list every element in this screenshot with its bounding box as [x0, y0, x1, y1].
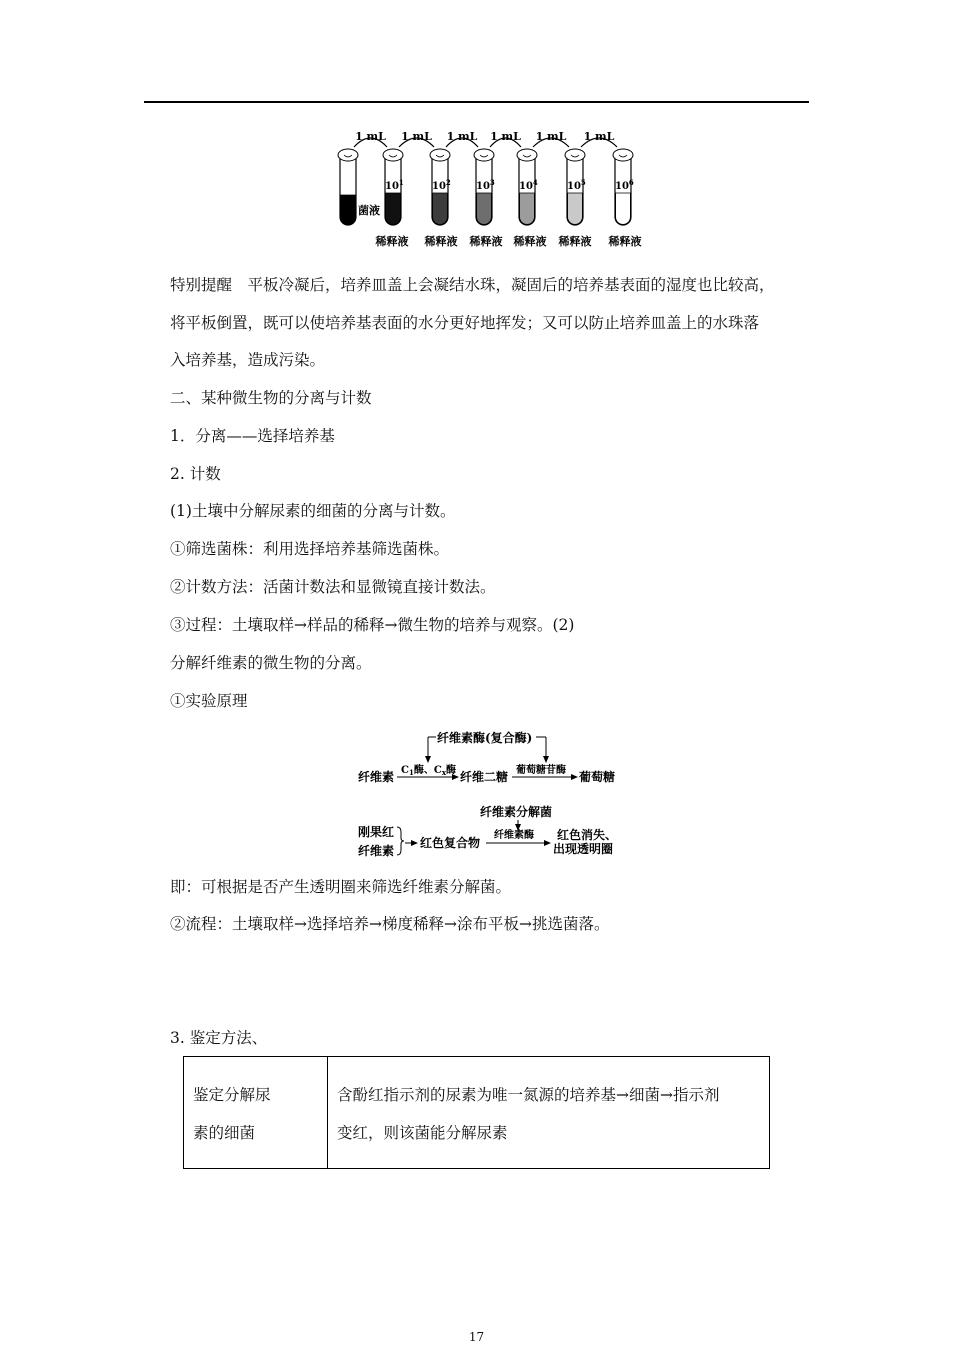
cotton-plug: [565, 149, 585, 161]
table-right-line-1: 含酚红指示剂的尿素为唯一氮源的培养基→细菌→指示剂: [337, 1086, 720, 1104]
cellulase-label: 纤维素酶: [494, 830, 534, 841]
transfer-label: 1 mL: [535, 130, 567, 143]
congo-red-label: 刚果红: [358, 825, 395, 839]
dilution-factor-label: $10^1$: [385, 178, 404, 192]
principle-figure: [350, 726, 630, 861]
transfer-label: 1 mL: [490, 130, 521, 143]
c1-cx-enzyme-label: $C_1$酶、$C_x$酶: [401, 765, 456, 777]
item-3: 3. 鉴定方法、: [170, 1029, 268, 1047]
table-left-line-2: 素的细菌: [193, 1124, 256, 1142]
cellulose-2-label: 纤维素: [358, 844, 395, 858]
item-1: 1．分离——选择培养基: [170, 427, 335, 445]
tube-liquid: [433, 193, 448, 224]
principle-heading: ①实验原理: [170, 692, 248, 710]
header-rule: [144, 101, 809, 103]
cotton-plug: [383, 149, 403, 161]
table-right-line-2: 变红，则该菌能分解尿素: [337, 1124, 508, 1142]
tube-liquid: [386, 193, 401, 224]
tip-line-3: 入培养基，造成污染。: [170, 351, 326, 369]
transfer-label: 1 mL: [355, 130, 386, 143]
dilution-tubes: [338, 130, 642, 248]
diluent-label: 稀释液: [469, 235, 503, 248]
item-2: 2. 计数: [170, 465, 221, 483]
transfer-label: 1 mL: [583, 130, 615, 143]
conclusion-line: 即：可根据是否产生透明圈来筛选纤维素分解菌。: [170, 878, 512, 896]
table-left-cell: [184, 1057, 328, 1168]
sub-item-2: 分解纤维素的微生物的分离。: [170, 654, 372, 672]
sub-item-1: (1)土壤中分解尿素的细菌的分离与计数。: [170, 502, 456, 520]
dilution-factor-label: $10^6$: [615, 178, 634, 192]
page-number: 17: [468, 1330, 485, 1344]
tube-liquid: [341, 195, 356, 224]
tip-line-1: 特别提醒 平板冷凝后，培养皿盖上会凝结水珠，凝固后的培养基表面的湿度也比较高，: [170, 276, 775, 294]
tube-liquid: [568, 193, 583, 224]
cellulose-label: 纤维素: [358, 770, 395, 784]
section-heading-2: 二、某种微生物的分离与计数: [170, 389, 372, 407]
cellobiose-label: 纤维二糖: [460, 770, 509, 784]
diluent-label: 稀释液: [558, 235, 592, 248]
flow-line: ②流程：土壤取样→选择培养→梯度稀释→涂布平板→挑选菌落。: [170, 915, 610, 933]
circled-item-2: ②计数方法：活菌计数法和显微镜直接计数法。: [170, 578, 496, 596]
cotton-plug: [338, 149, 358, 161]
enzyme-complex-label: 纤维素酶(复合酶): [437, 731, 533, 745]
glucosidase-label: 葡萄糖苷酶: [516, 765, 566, 776]
stock-solution-label: 菌液: [358, 204, 380, 217]
diluent-label: 稀释液: [608, 235, 642, 248]
dilution-factor-label: $10^4$: [519, 178, 538, 192]
result-line-2: 出现透明圈: [553, 842, 614, 856]
result-line-1: 红色消失、: [557, 828, 618, 842]
table-left-line-1: 鉴定分解尿: [193, 1086, 271, 1104]
cotton-plug: [517, 149, 537, 161]
decomposer-label: 纤维素分解菌: [480, 805, 553, 819]
transfer-label: 1 mL: [401, 130, 432, 143]
dilution-factor-label: $10^3$: [476, 178, 495, 192]
cotton-plug: [613, 149, 633, 161]
tube-liquid: [477, 193, 492, 224]
diluent-label: 稀释液: [513, 235, 547, 248]
tip-line-2: 将平板倒置，既可以使培养基表面的水分更好地挥发；又可以防止培养皿盖上的水珠落: [170, 314, 760, 332]
tube-liquid: [520, 193, 535, 224]
identification-table: [183, 1056, 770, 1169]
glucose-label: 葡萄糖: [579, 770, 616, 784]
serial-dilution-figure: [330, 125, 660, 253]
dilution-factor-label: $10^2$: [432, 178, 451, 192]
diluent-label: 稀释液: [375, 235, 409, 248]
dilution-factor-label: $10^5$: [567, 178, 586, 192]
diluent-label: 稀释液: [424, 235, 458, 248]
transfer-label: 1 mL: [446, 130, 478, 143]
red-complex-label: 红色复合物: [420, 836, 481, 850]
circled-item-3: ③过程：土壤取样→样品的稀释→微生物的培养与观察。(2): [170, 616, 575, 634]
circled-item-1: ①筛选菌株：利用选择培养基筛选菌株。: [170, 540, 450, 558]
cotton-plug: [474, 149, 494, 161]
tube-liquid: [616, 193, 631, 224]
cotton-plug: [430, 149, 450, 161]
